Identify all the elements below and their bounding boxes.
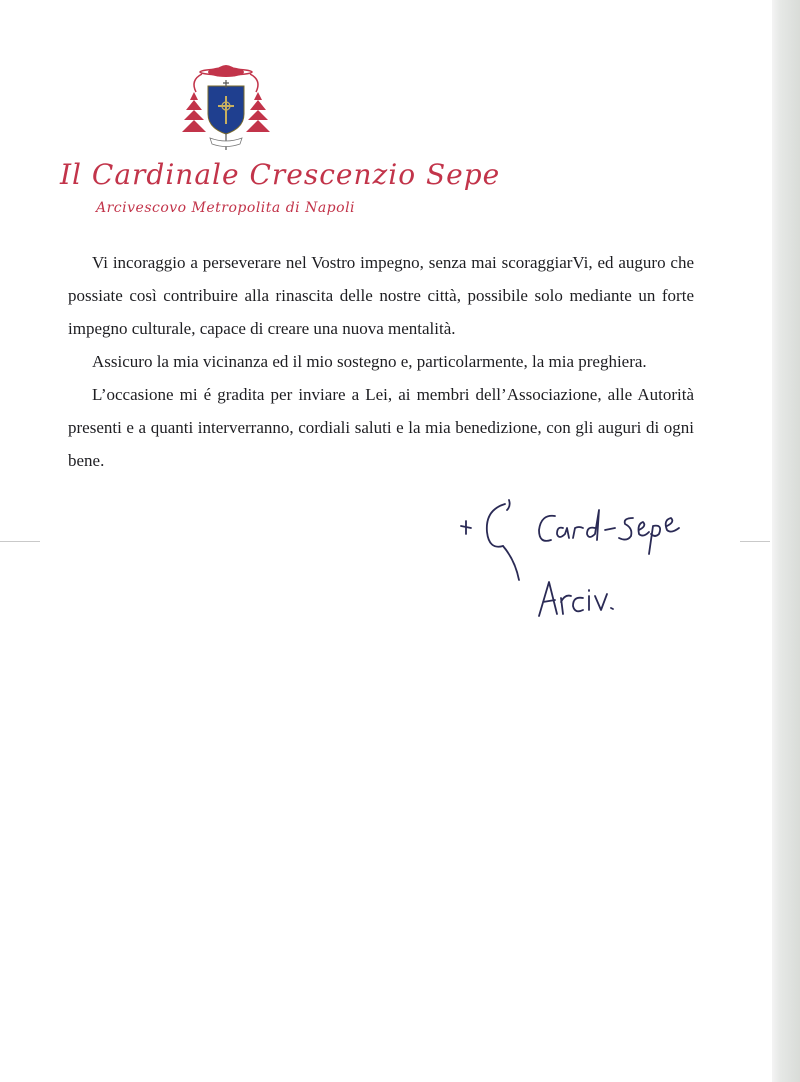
paragraph: L’occasione mi é gradita per inviare a Lei, ai membri dell’Associazione, alle Autorità presenti e a quanti interverranno, cordiali saluti e la mia benedizione, con gli auguri di ogni bene.	[68, 385, 694, 470]
letterhead-name: Il Cardinale Crescenzio Sepe	[60, 158, 501, 191]
fold-mark-right	[740, 541, 770, 542]
letterhead-title: Arcivescovo Metropolita di Napoli	[96, 200, 356, 216]
fold-mark-left	[0, 541, 40, 542]
paragraph: Assicuro la mia vicinanza ed il mio sostegno e, particolarmente, la mia preghiera.	[92, 352, 647, 371]
signature-text	[0, 0, 1, 1]
paragraph: Vi incoraggio a perseverare nel Vostro impegno, senza mai scoraggiarVi, ed auguro che possiate così contribuire alla rinascita delle nostre città, possibile solo mediante un forte impegno culturale, capace di creare una nuova mentalità.	[68, 253, 694, 338]
cardinal-coat-of-arms-icon	[176, 58, 276, 158]
handwritten-signature-icon	[455, 490, 695, 630]
letter-body	[68, 246, 694, 477]
scan-edge-shadow	[772, 0, 800, 1082]
